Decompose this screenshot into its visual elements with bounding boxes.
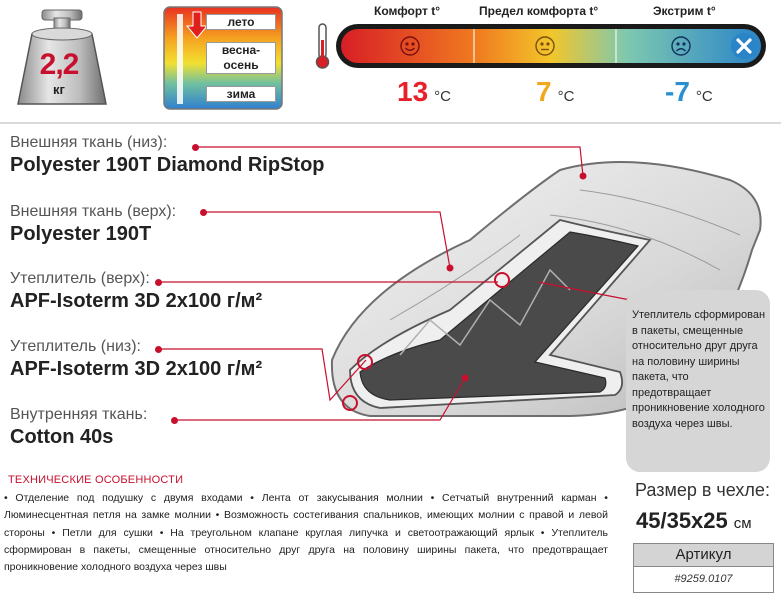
- layer-outer-top-caption: Внешняя ткань (верх):: [10, 203, 177, 220]
- size-label: Размер в чехле:: [635, 480, 770, 500]
- size-unit: см: [733, 515, 752, 532]
- comfort-label: Комфорт t°: [374, 4, 441, 18]
- layer-insulation-top-value: APF-Isoterm 3D 2х100 г/м²: [10, 290, 263, 312]
- extreme-temp-value: -7: [665, 76, 690, 107]
- limit-label: Предел комфорта t°: [479, 4, 599, 18]
- layer-outer-top-value: Polyester 190T: [10, 223, 152, 245]
- extreme-temp-unit: °C: [695, 88, 713, 105]
- article-code: #9259.0107: [674, 573, 733, 585]
- article-label: Артикул: [634, 544, 773, 567]
- features-title: ТЕХНИЧЕСКИЕ ОСОБЕННОСТИ: [8, 474, 184, 486]
- layer-outer-top-dot: [200, 209, 207, 216]
- features-text: • Отделение под подушку с двумя входами • Лента от закусывания молнии • Сетчатый внутренний карман • Люминесцентная петля на замке молнии • Возможность состегивания спальников, имеющих молнии с правой и левой стороны • Петли для сушки • На треугольном клапане круглая липучка и светоотражающий ярлык • Утеплитель сформирован в пакеты, смещенные относительно друг друга на половину ширины пакета, что предотвращает проникновение холодного воздуха через швы: [4, 492, 608, 574]
- layer-outer-bottom-caption: Внешняя ткань (низ):: [10, 134, 168, 151]
- comfort-temp-value: 13: [397, 76, 429, 107]
- layer-inner-value: Cotton 40s: [10, 426, 114, 448]
- callout-text: Утеплитель сформирован в пакеты, смещенные относительно друг друга на половину ширины пакета, что предотвращает проникновение холодного воздуха через швы.: [632, 309, 766, 430]
- layer-outer-bottom-dot: [192, 144, 199, 151]
- article-box: [633, 543, 774, 593]
- layer-outer-bottom-value: Polyester 190T Diamond RipStop: [10, 154, 325, 176]
- layer-insulation-top-caption: Утеплитель (верх):: [10, 270, 150, 287]
- limit-temp-unit: °C: [557, 88, 575, 105]
- season-spring-autumn-line1: весна-: [221, 43, 261, 57]
- season-winter: зима: [206, 86, 276, 102]
- layer-insulation-bottom-caption: Утеплитель (низ):: [10, 338, 141, 355]
- extreme-label: Экстрим t°: [653, 4, 716, 18]
- weight-value: 2,2: [39, 48, 79, 81]
- layer-insulation-bottom-dot: [155, 346, 162, 353]
- size-value: [636, 508, 752, 534]
- layer-insulation-bottom-value: APF-Isoterm 3D 2х100 г/м²: [10, 358, 263, 380]
- size-dimensions: 45/35x25: [636, 508, 728, 533]
- season-spring-autumn-line2: осень: [223, 58, 259, 72]
- weight-unit: кг: [53, 82, 65, 97]
- layer-inner-dot: [171, 417, 178, 424]
- layer-insulation-top-dot: [155, 279, 162, 286]
- comfort-temp-unit: °C: [434, 88, 451, 105]
- season-summer: лето: [206, 14, 276, 30]
- limit-temp-value: 7: [536, 76, 552, 107]
- layer-inner-caption: Внутренняя ткань:: [10, 406, 148, 423]
